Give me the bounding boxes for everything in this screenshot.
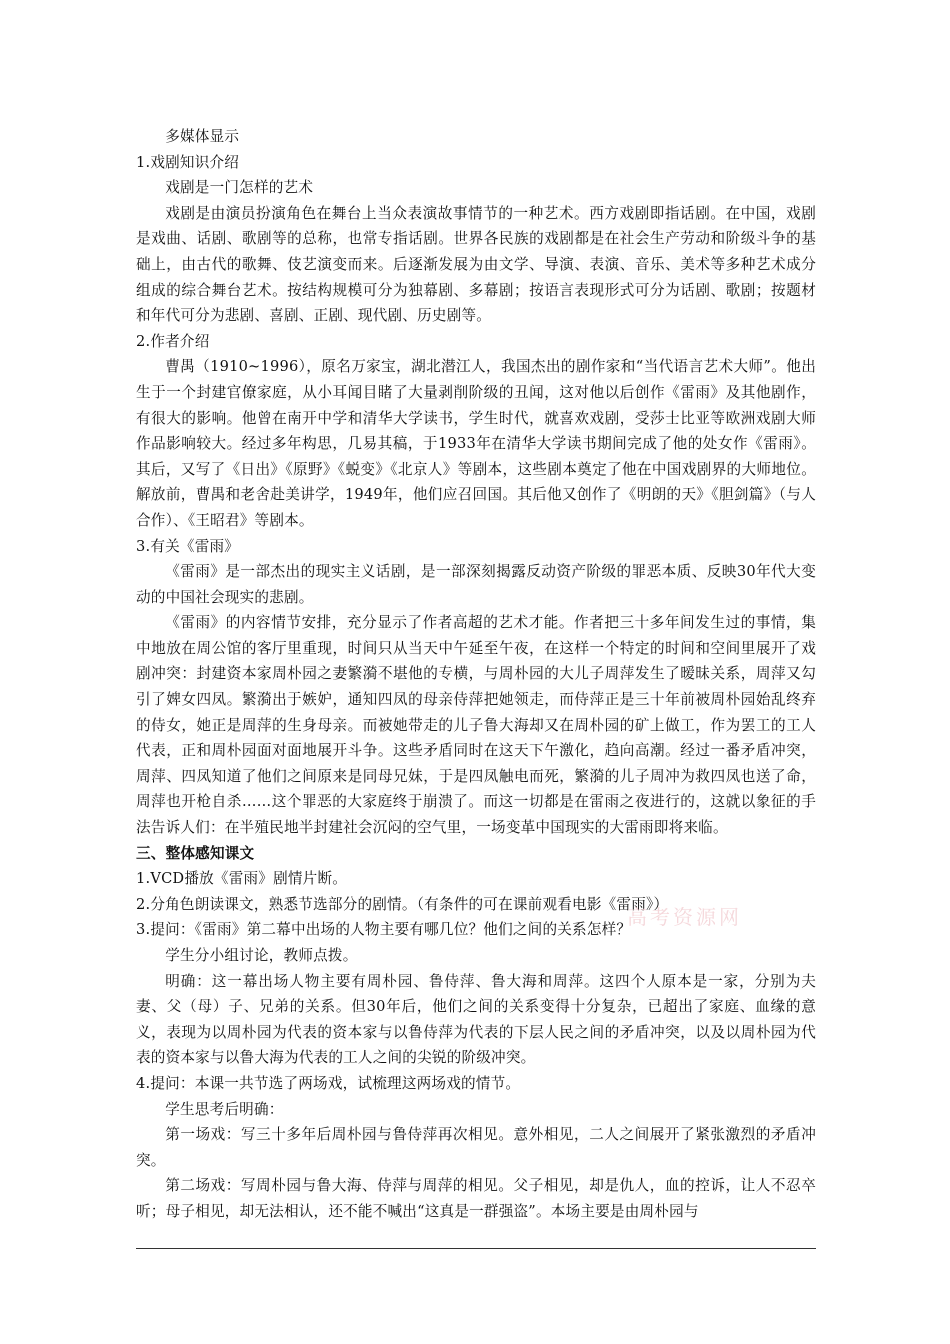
footer-divider [136, 1248, 816, 1249]
section-1-paragraph: 戏剧是由演员扮演角色在舞台上当众表演故事情节的一种艺术。西方戏剧即指话剧。在中国，戏剧是戏曲、话剧、歌剧等的总称，也常专指话剧。世界各民族的戏剧都是在社会生产劳动和阶级斗争的基础上，由古代的歌舞、伎艺演变而来。后逐渐发展为由文学、导演、表演、音乐、美术等多种艺术成分组成的综合舞台艺术。按结构规模可分为独幕剧、多幕剧；按语言表现形式可分为话剧、歌剧；按题材和年代可分为悲剧、喜剧、正剧、现代剧、历史剧等。 [136, 204, 816, 325]
item-4: 4.提问：本课一共节选了两场戏，试梳理这两场戏的情节。 [136, 1074, 521, 1092]
section-3-paragraph-2: 《雷雨》的内容情节安排，充分显示了作者高超的艺术才能。作者把三十多年间发生过的事情，集中地放在周公馆的客厅里重现，时间只从当天中午延至午夜，在这样一个特定的时间和空间里展开了戏剧冲突：封建资本家周朴园之妻繁漪不堪他的专横，与周朴园的大儿子周萍发生了暧昧关系，周萍又勾引了婢女四凤。繁漪出于嫉妒，通知四凤的母亲侍萍把她领走，而侍萍正是三十年前被周朴园始乱终弃的侍女，她正是周萍的生身母亲。而被她带走的儿子鲁大海却又在周朴园的矿上做工，作为罢工的工人代表，正和周朴园面对面地展开斗争。这些矛盾同时在这天下午激化，趋向高潮。经过一番矛盾冲突，周萍、四凤知道了他们之间原来是同母兄妹，于是四凤触电而死，繁漪的儿子周冲为救四凤也送了命，周萍也开枪自杀……这个罪恶的大家庭终于崩溃了。而这一切都是在雷雨之夜进行的，这就以象征的手法告诉人们：在半殖民地半封建社会沉闷的空气里，一场变革中国现实的大雷雨即将来临。 [136, 614, 816, 837]
section-2-paragraph: 曹禺（1910~1996），原名万家宝，湖北潜江人，我国杰出的剧作家和“当代语言艺术大师”。他出生于一个封建官僚家庭，从小耳闻目睹了大量剥削阶级的丑闻，这对他以后创作《雷雨》及其他剧作，有很大的影响。他曾在南开中学和清华大学读书，学生时代，就喜欢戏剧，受莎士比亚等欧洲戏剧大师作品影响较大。经过多年构思，几易其稿，于1933年在清华大学读书期间完成了他的处女作《雷雨》。其后，又写了《日出》《原野》《蜕变》《北京人》等剧本，这些剧本奠定了他在中国戏剧界的大师地位。解放前，曹禺和老舍赴美讲学，1949年，他们应召回国。其后他又创作了《明朗的天》《胆剑篇》（与人合作）、《王昭君》等剧本。 [136, 358, 816, 529]
scene-1-paragraph: 第一场戏：写三十多年后周朴园与鲁侍萍再次相见。意外相见，二人之间展开了紧张激烈的矛盾冲突。 [136, 1126, 816, 1169]
item-2: 2.分角色朗读课文，熟悉节选部分的剧情。（有条件的可在课前观看电影《雷雨》） [136, 895, 669, 913]
section-1-subtitle: 戏剧是一门怎样的艺术 [165, 179, 314, 197]
part-3-heading: 三、整体感知课文 [136, 844, 255, 862]
section-1-title: 1.戏剧知识介绍 [136, 153, 240, 171]
document-body [136, 124, 816, 1225]
multimedia-heading: 多媒体显示 [165, 128, 240, 145]
item-3: 3.提问：《雷雨》第二幕中出场的人物主要有哪几位？他们之间的关系怎样？ [136, 921, 632, 939]
item-4-note: 学生思考后明确： [165, 1100, 284, 1118]
item-3-answer: 明确：这一幕出场人物主要有周朴园、鲁侍萍、鲁大海和周萍。这四个人原本是一家，分别为夫妻、父（母）子、兄弟的关系。但30年后，他们之间的关系变得十分复杂，已超出了家庭、血缘的意义，表现为以周朴园为代表的资本家与以鲁侍萍为代表的下层人民之间的矛盾冲突，以及以周朴园为代表的资本家与以鲁大海为代表的工人之间的尖锐的阶级冲突。 [136, 972, 816, 1067]
section-3-title: 3.有关《雷雨》 [136, 537, 240, 555]
watermark: 高考资源网 [627, 905, 742, 929]
item-1: 1.VCD播放《雷雨》剧情片断。 [136, 870, 348, 888]
section-3-paragraph-1: 《雷雨》是一部杰出的现实主义话剧，是一部深刻揭露反动资产阶级的罪恶本质、反映30年代大变动的中国社会现实的悲剧。 [136, 563, 816, 606]
scene-2-paragraph: 第二场戏：写周朴园与鲁大海、侍萍与周萍的相见。父子相见，却是仇人，血的控诉，让人不忍卒听；母子相见，却无法相认，还不能不喊出“这真是一群强盗”。本场主要是由周朴园与 [136, 1177, 816, 1220]
item-3-note: 学生分小组讨论，教师点拨。 [165, 947, 358, 964]
section-2-title: 2.作者介绍 [136, 332, 210, 350]
